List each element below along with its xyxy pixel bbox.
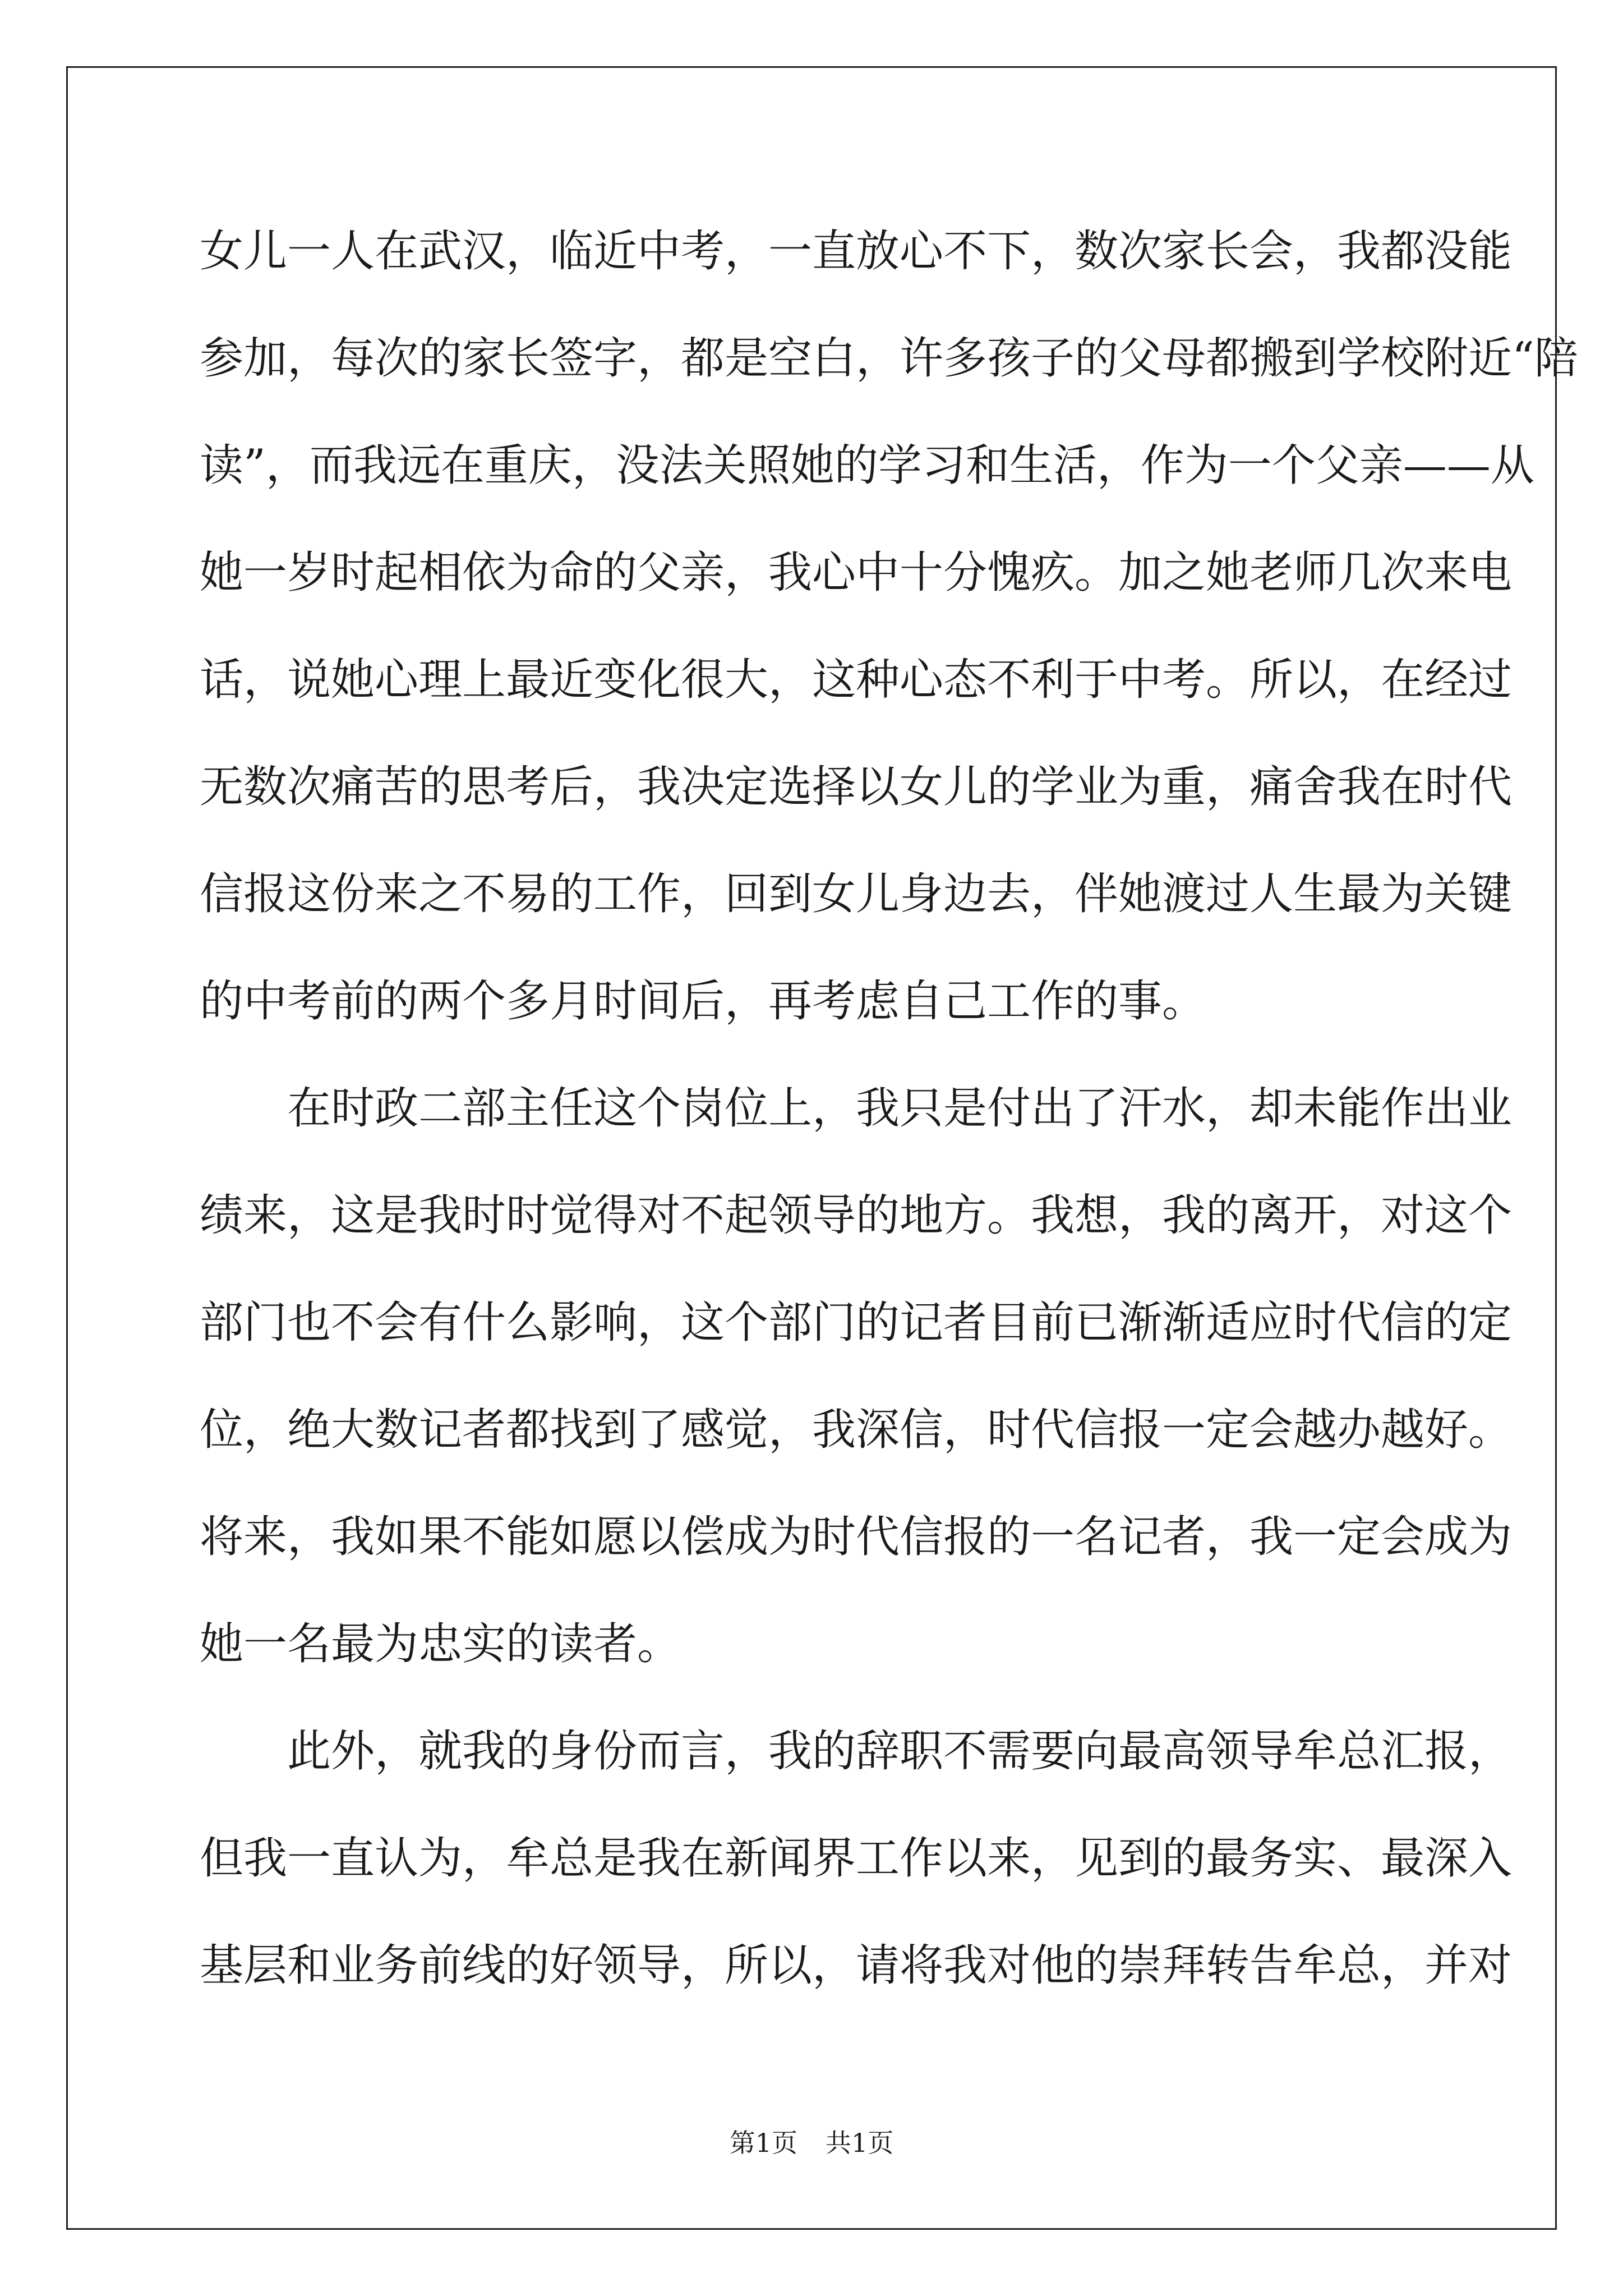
text-line: 参加，每次的家长签字，都是空白，许多孩子的父母都搬到学校附近“陪 xyxy=(200,333,1578,384)
text-line: 绩来，这是我时时觉得对不起领导的地方。我想，我的离开，对这个 xyxy=(200,1190,1513,1241)
text-line: 基层和业务前线的好领导，所以，请将我对他的崇拜转告牟总，并对 xyxy=(200,1940,1513,1991)
text-line: 女儿一人在武汉，临近中考，一直放心不下，数次家长会，我都没能 xyxy=(200,226,1513,277)
text-line: 信报这份来之不易的工作，回到女儿身边去，伴她渡过人生最为关键 xyxy=(200,869,1513,919)
text-line: 但我一直认为，牟总是我在新闻界工作以来，见到的最务实、最深入 xyxy=(200,1833,1513,1884)
text-line: 她一名最为忠实的读者。 xyxy=(200,1619,681,1669)
text-line: 她一岁时起相依为命的父亲，我心中十分愧疚。加之她老师几次来电 xyxy=(200,547,1513,598)
text-line: 在时政二部主任这个岗位上，我只是付出了汗水，却未能作出业 xyxy=(287,1083,1513,1134)
text-line: 无数次痛苦的思考后，我决定选择以女儿的学业为重，痛舍我在时代 xyxy=(200,762,1513,812)
document-body xyxy=(200,212,1578,2033)
text-line: 位，绝大数记者都找到了感觉，我深信，时代信报一定会越办越好。 xyxy=(200,1405,1513,1455)
text-line: 读”，而我远在重庆，没法关照她的学习和生活，作为一个父亲——从 xyxy=(200,440,1534,491)
text-line: 将来，我如果不能如愿以偿成为时代信报的一名记者，我一定会成为 xyxy=(200,1512,1513,1562)
text-line: 部门也不会有什么影响，这个部门的记者目前已渐渐适应时代信的定 xyxy=(200,1297,1513,1348)
text-line: 话，说她心理上最近变化很大，这种心态不利于中考。所以，在经过 xyxy=(200,655,1513,705)
text-line: 的中考前的两个多月时间后，再考虑自己工作的事。 xyxy=(200,976,1206,1027)
page-number-current: 第1页 xyxy=(729,2128,797,2158)
text-line: 此外，就我的身份而言，我的辞职不需要向最高领导牟总汇报， xyxy=(287,1726,1513,1777)
page-footer xyxy=(0,2126,1623,2160)
page-number-total: 共1页 xyxy=(826,2128,894,2158)
